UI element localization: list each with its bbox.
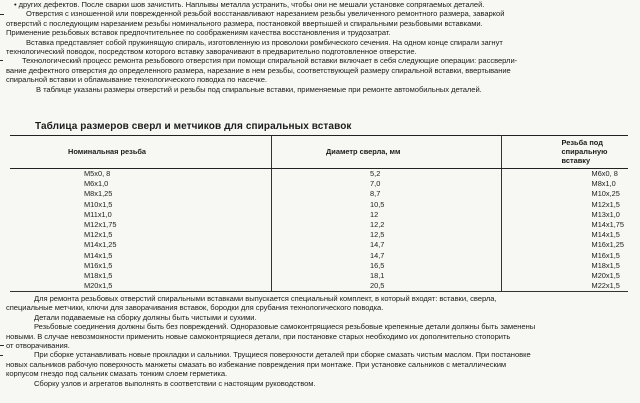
cell-drill: 18,1: [272, 271, 502, 281]
cell-insert: М18х1,5: [591, 260, 620, 270]
text-line: корпусом гнездо под сальник смазать тонким слоем герметика.: [6, 369, 228, 379]
cell-insert: М12х1,5: [591, 199, 620, 209]
text-line: При сборке устанавливать новые прокладки и сальники. Трущиеся поверхности деталей при сборке смазать чистым маслом. При постановке: [34, 350, 531, 360]
text-line: Сборку узлов и агрегатов выполнять в соответствии с настоящим руководством.: [34, 378, 316, 388]
cell-insert: М16х1,5: [591, 250, 620, 260]
cell-insert: М20х1,5: [591, 271, 620, 281]
cell-nominal: М12х1,5: [84, 230, 113, 240]
table-row: [10, 189, 628, 199]
cell-drill: 16,5: [272, 261, 502, 271]
text-line: спиральной вставки и обламывание технологического поводка по насечке.: [6, 75, 267, 85]
col-header-insert-thread: Резьба под спиральную вставку: [501, 136, 628, 169]
text-line: Для ремонта резьбовых отверстий спиральными вставками выпускается специальный комплект, в который входят: вставки, сверла,: [34, 294, 497, 303]
col-header-drill-diameter: Диаметр сверла, мм: [272, 136, 502, 169]
scan-artifact: [0, 345, 4, 346]
scan-artifact: [0, 60, 3, 61]
cell-insert: М14х1,5: [591, 230, 620, 240]
table-row: [10, 251, 628, 261]
table-row: [10, 240, 628, 250]
text-line: от отворачивания.: [6, 341, 70, 351]
text-line: Резьбовые соединения должны быть без повреждений. Одноразовые самоконтрящиеся резьбовые крепежные детали должны быть заменены: [34, 322, 536, 332]
cell-drill: 10,5: [272, 200, 502, 210]
scan-artifact: [0, 14, 4, 15]
cell-nominal: М8х1,25: [84, 189, 113, 199]
cell-nominal: М14х1,5: [84, 250, 113, 260]
text-line: • других дефектов. После сварки шов зачистить. Наплывы металла устранить, чтобы они не мешали установке сопрягаемых деталей.: [14, 0, 485, 9]
text-line: новых сальников рабочую поверхность манжеты смазать во избежание повреждения при монтаже. При установке сальников с металлическим: [6, 359, 507, 369]
cell-nominal: М10х1,5: [84, 199, 113, 209]
col-header-nominal-thread: Номинальная резьба: [10, 136, 272, 169]
table-row: [10, 200, 628, 210]
cell-insert: М10х,25: [591, 189, 620, 199]
cell-nominal: М14х1,25: [84, 240, 117, 250]
table-row: [10, 271, 628, 281]
cell-insert: М22х1,5: [501, 281, 628, 292]
cell-drill: 14,7: [272, 251, 502, 261]
table-title: Таблица размеров сверл и метчиков для спиральных вставок: [35, 121, 352, 132]
text-line: Применение резьбовых вставок предпочтительнее по соображениям качества восстановления и трудозатрат.: [6, 28, 391, 38]
cell-drill: 20,5: [272, 281, 502, 292]
cell-drill: 12: [272, 210, 502, 220]
cell-nominal: М12х1,75: [84, 220, 117, 230]
table-row: [10, 281, 628, 292]
text-line: новыми. В случае невозможности применить новые самоконтрящиеся детали, при постановке старых необходимо их дополнительно стопорить: [6, 331, 511, 341]
cell-nominal: М16х1,5: [84, 260, 113, 270]
cell-nominal: М6х1,0: [84, 179, 109, 189]
cell-drill: 5,2: [272, 169, 502, 180]
cell-drill: 7,0: [272, 179, 502, 189]
cell-insert: М8х1,0: [591, 179, 616, 189]
text-line: В таблице указаны размеры отверстий и резьбы под спиральные вставки, применяемые при ремонте автомобильных деталей.: [36, 84, 482, 94]
text-line: Технологический процесс ремонта резьбового отверстия при помощи спиральной вставки включает в себя следующие операции: рассверли-: [22, 56, 518, 66]
table-row: [10, 179, 628, 189]
table-header-row: [10, 136, 628, 169]
text-line: вание дефектного отверстия до определенного размера, нарезание в нем резьбы, соответствующей размеру спиральной вставки, ввертывание: [6, 65, 511, 75]
table-row: [10, 220, 628, 230]
text-line: специальные метчики, ключи для заворачивания вставок, бородки для срубания технологического поводка.: [6, 303, 384, 313]
text-line: технологический поводок, посредством которого вставку заворачивают в предварительно подготовленное отверстие.: [6, 47, 417, 57]
outro-paragraphs: [6, 294, 632, 388]
cell-drill: 14,7: [272, 240, 502, 250]
text-line: Отверстия с изношенной или поврежденной резьбой восстанавливают нарезанием резьбы увеличенного ремонтного размера, заваркой: [26, 9, 505, 19]
cell-drill: 8,7: [272, 189, 502, 199]
cell-nominal: М18х1,5: [84, 271, 113, 281]
intro-paragraphs: [6, 0, 632, 94]
cell-drill: 12,5: [272, 230, 502, 240]
text-line: Вставка представляет собой пружинящую спираль, изготовленную из проволоки ромбического сечения. На одном конце спирали загнут: [26, 37, 503, 47]
table-row: [10, 261, 628, 271]
cell-insert: М13х1,0: [591, 209, 620, 219]
sizes-table: [10, 135, 628, 292]
cell-drill: 12,2: [272, 220, 502, 230]
table-row: [10, 230, 628, 240]
table-row: [10, 169, 628, 180]
text-line: Детали подаваемые на сборку должны быть чистыми и сухими.: [34, 312, 257, 322]
cell-insert: М16х1,25: [591, 240, 624, 250]
table-row: [10, 210, 628, 220]
cell-nominal: М11х1,0: [84, 209, 112, 219]
cell-insert: М14х1,75: [591, 220, 624, 230]
scan-artifact: [0, 355, 3, 356]
cell-nominal: М20х1,5: [10, 281, 272, 292]
cell-insert: М6х0, 8: [591, 169, 618, 178]
text-line: отверстий с последующим нарезанием резьбы номинального размера, постановкой ввертышей и спиральными резьбовыми вставками.: [6, 18, 483, 28]
cell-nominal: М5х0, 8: [84, 169, 111, 178]
